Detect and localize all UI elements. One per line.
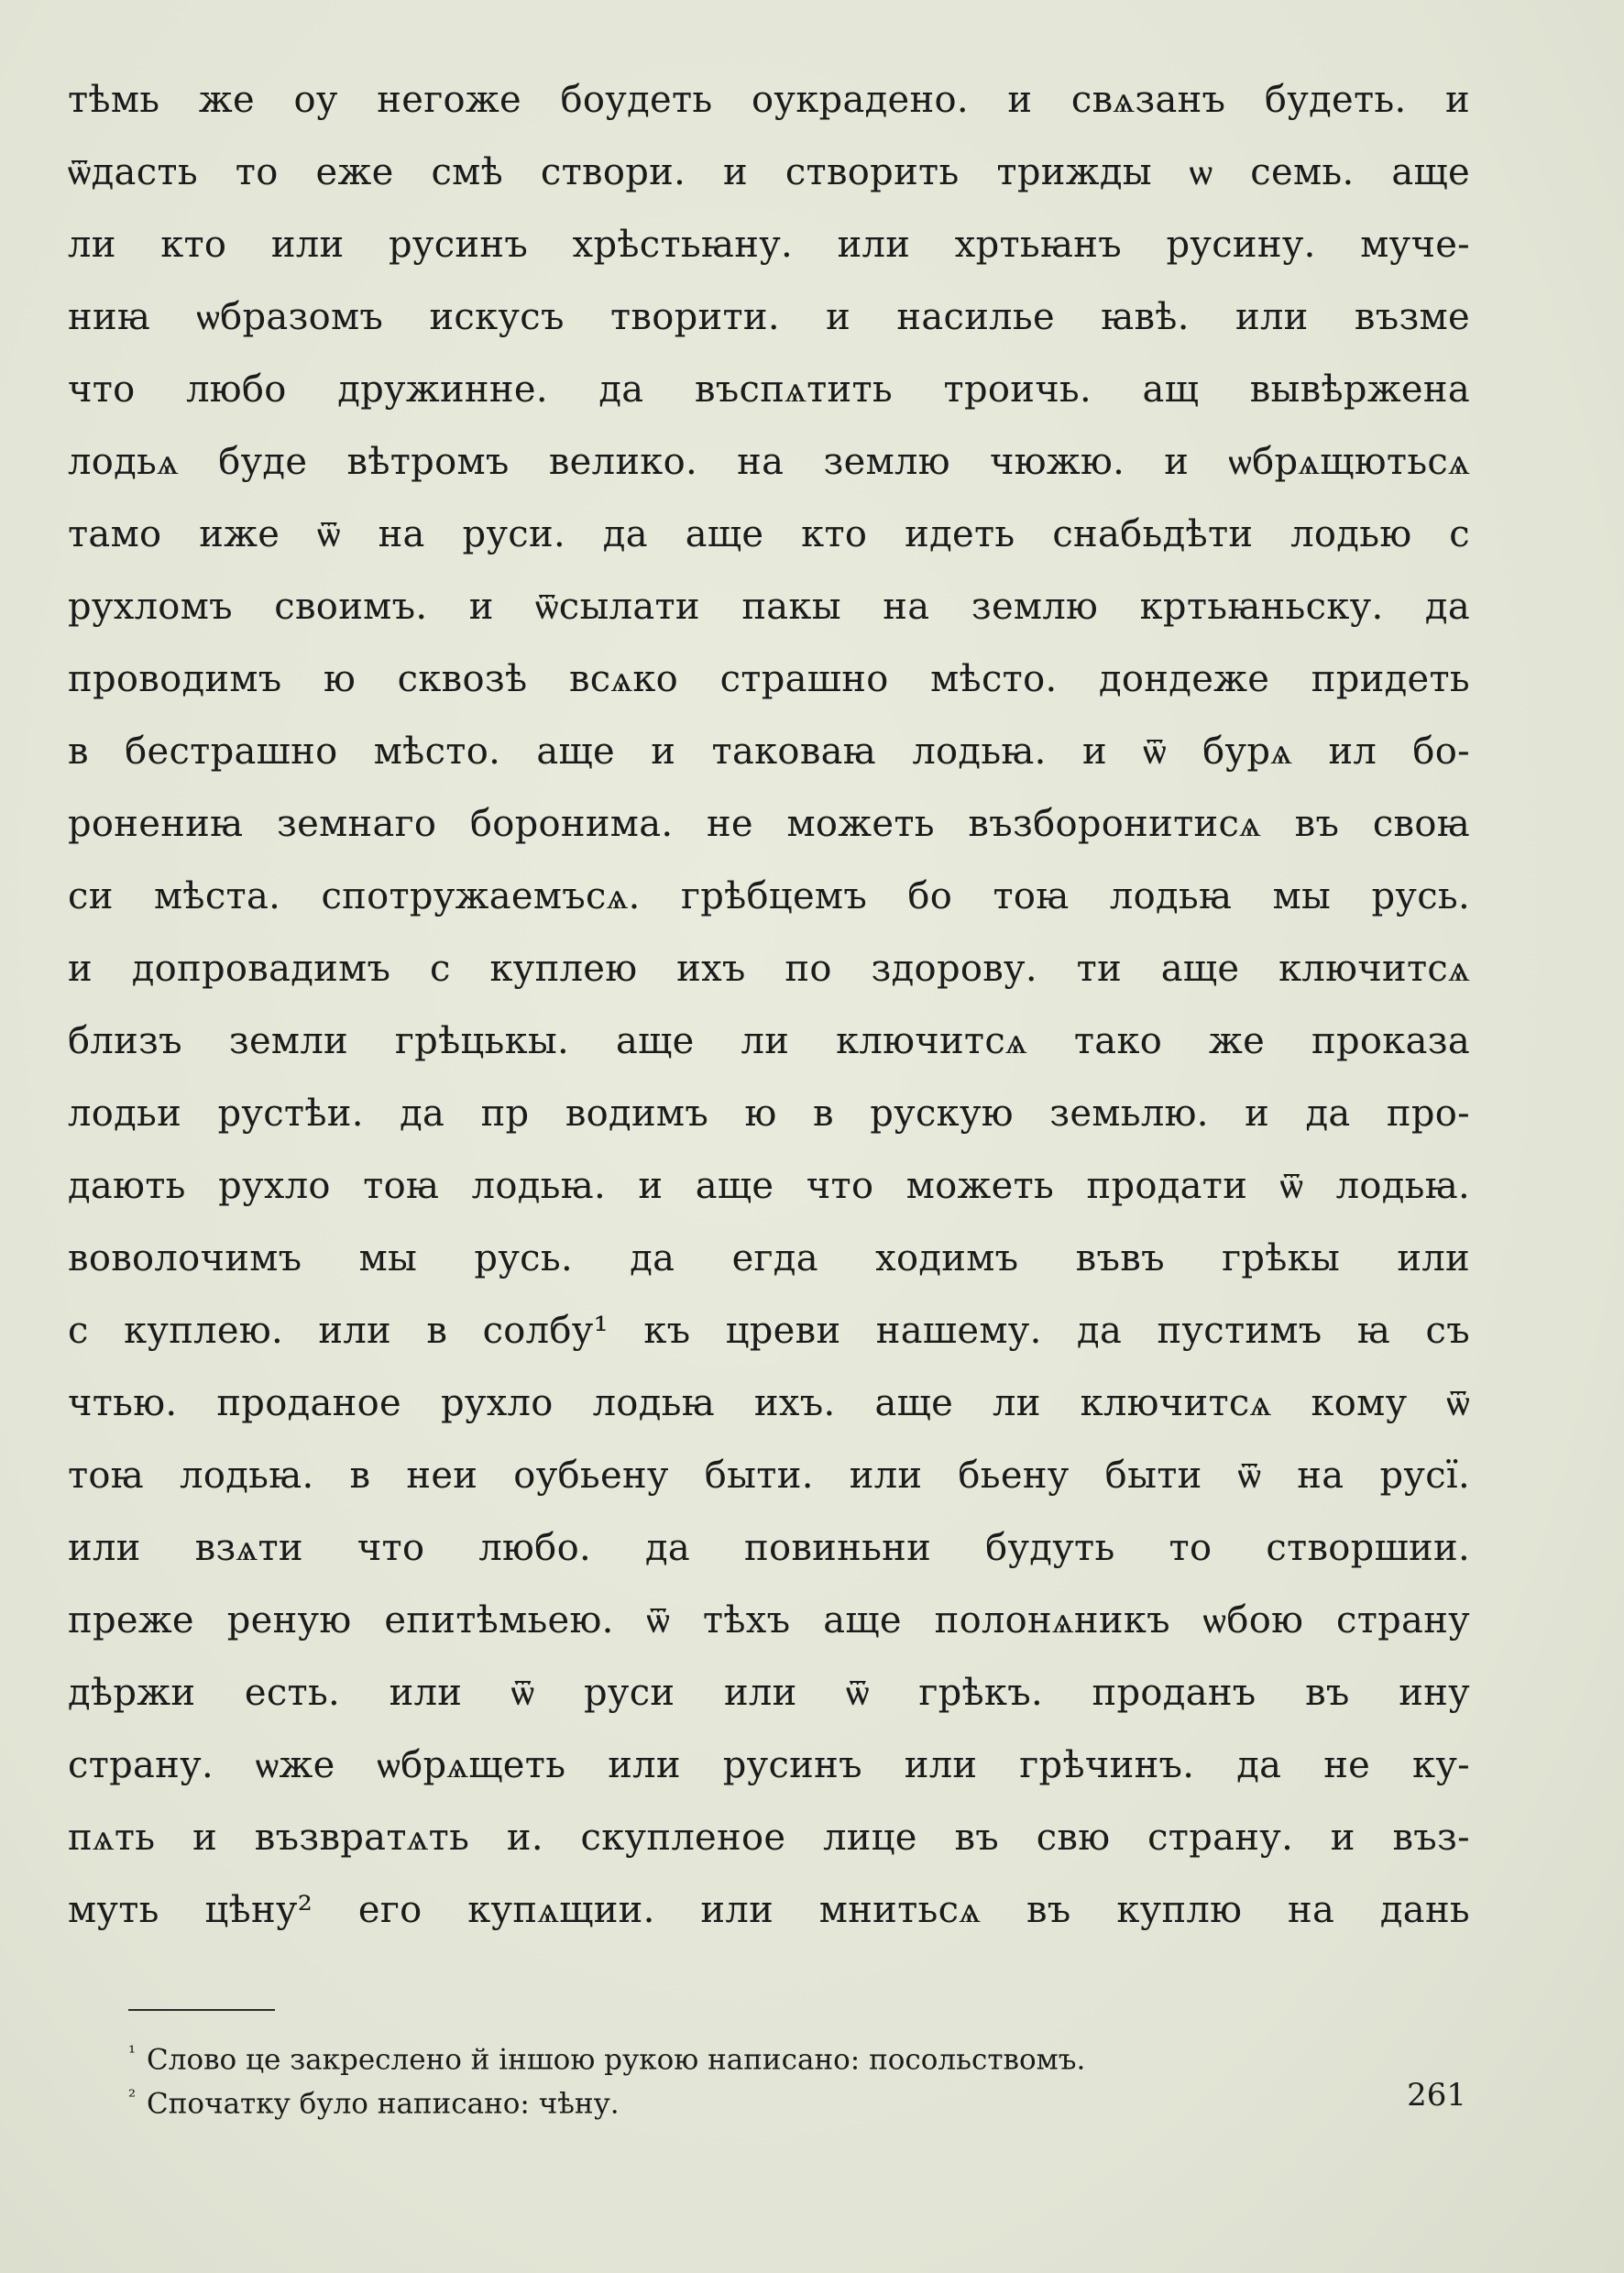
text-line: дають рухло тоꙗ лодьꙗ. и аще что можеть продати ѿ лодьꙗ. <box>68 1165 1470 1207</box>
page-number: 261 <box>1407 2077 1466 2114</box>
text-line: с куплею. или в солбу¹ къ цреви нашему. да пустимъ ꙗ съ <box>68 1310 1470 1352</box>
text-line: ронениꙗ земнаго боронима. не можеть възборонитисѧ въ своꙗ <box>68 803 1470 845</box>
text-line: чтью. проданое рухло лодьꙗ ихъ. аще ли ключитсѧ кому ѿ <box>68 1382 1470 1424</box>
text-line: что любо дружинне. да въспѧтить троичь. ащ вывѣржена <box>68 368 1470 411</box>
footnote-text: Слово це закреслено й іншою рукою написано: посольствомъ. <box>147 2043 1086 2077</box>
text-line: тамо иже ѿ на руси. да аще кто идеть снабьдѣти лодью с <box>68 513 1470 555</box>
text-line: лодьѧ буде вѣтромъ велико. на землю чюжю. и ѡбрѧщютьсѧ <box>68 441 1470 483</box>
text-line: в бестрашно мѣсто. аще и таковаꙗ лодьꙗ. и ѿ бурѧ ил бо- <box>68 730 1470 773</box>
text-line: воволочимъ мы русь. да егда ходимъ въвъ грѣкы или <box>68 1237 1470 1279</box>
text-line: пѧть и възвратѧть и. скупленое лице въ свю страну. и въз- <box>68 1817 1470 1859</box>
text-line: тѣмь же оу негоже боудеть оукрадено. и свѧзанъ будеть. и <box>68 79 1470 121</box>
text-line: или взѧти что любо. да повиньни будуть то створшии. <box>68 1527 1470 1569</box>
footnote-marker: ¹ <box>128 2041 137 2063</box>
text-line: ли кто или русинъ хрѣстьꙗну. или хртьꙗнъ русину. муче- <box>68 224 1470 266</box>
text-line: близъ земли грѣцькы. аще ли ключитсѧ тако же проказа <box>68 1020 1470 1062</box>
footnote-1 <box>128 2030 1448 2077</box>
text-line: ѿдасть то еже смѣ створи. и створить трижды ѡ семь. аще <box>68 151 1470 193</box>
text-line: рухломъ своимъ. и ѿсылати пакы на землю кртьꙗньску. да <box>68 586 1470 628</box>
text-line: тоꙗ лодьꙗ. в неи оубьену быти. или бьену быти ѿ на русї. <box>68 1455 1470 1497</box>
text-line: и допровадимъ с куплею ихъ по здорову. ти аще ключитсѧ <box>68 948 1470 990</box>
footnote-marker: ² <box>128 2085 137 2107</box>
text-line: си мѣста. спотружаемъсѧ. грѣбцемъ бо тоꙗ лодьꙗ мы русь. <box>68 875 1470 917</box>
text-line: муть цѣну² его купѧщии. или мнитьсѧ въ куплю на дань <box>68 1889 1470 1931</box>
footnote-2 <box>128 2074 1448 2121</box>
document-body <box>68 64 1470 1947</box>
text-line: ниꙗ ѡбразомъ искусъ творити. и насилье ꙗвѣ. или възме <box>68 296 1470 338</box>
text-line: страну. ѡже ѡбрѧщеть или русинъ или грѣчинъ. да не ку- <box>68 1744 1470 1786</box>
text-line: дѣржи есть. или ѿ руси или ѿ грѣкъ. проданъ въ ину <box>68 1672 1470 1714</box>
text-line: преже реную епитѣмьею. ѿ тѣхъ аще полонѧникъ ѡбою страну <box>68 1599 1470 1642</box>
text-line: лодьи рустѣи. да пр водимъ ю в рускую земьлю. и да про- <box>68 1093 1470 1135</box>
text-line: проводимъ ю сквозѣ всѧко страшно мѣсто. дондеже придеть <box>68 658 1470 700</box>
footnote-text: Спочатку було написано: чѣну. <box>147 2087 620 2121</box>
footnotes <box>128 1984 1448 2121</box>
